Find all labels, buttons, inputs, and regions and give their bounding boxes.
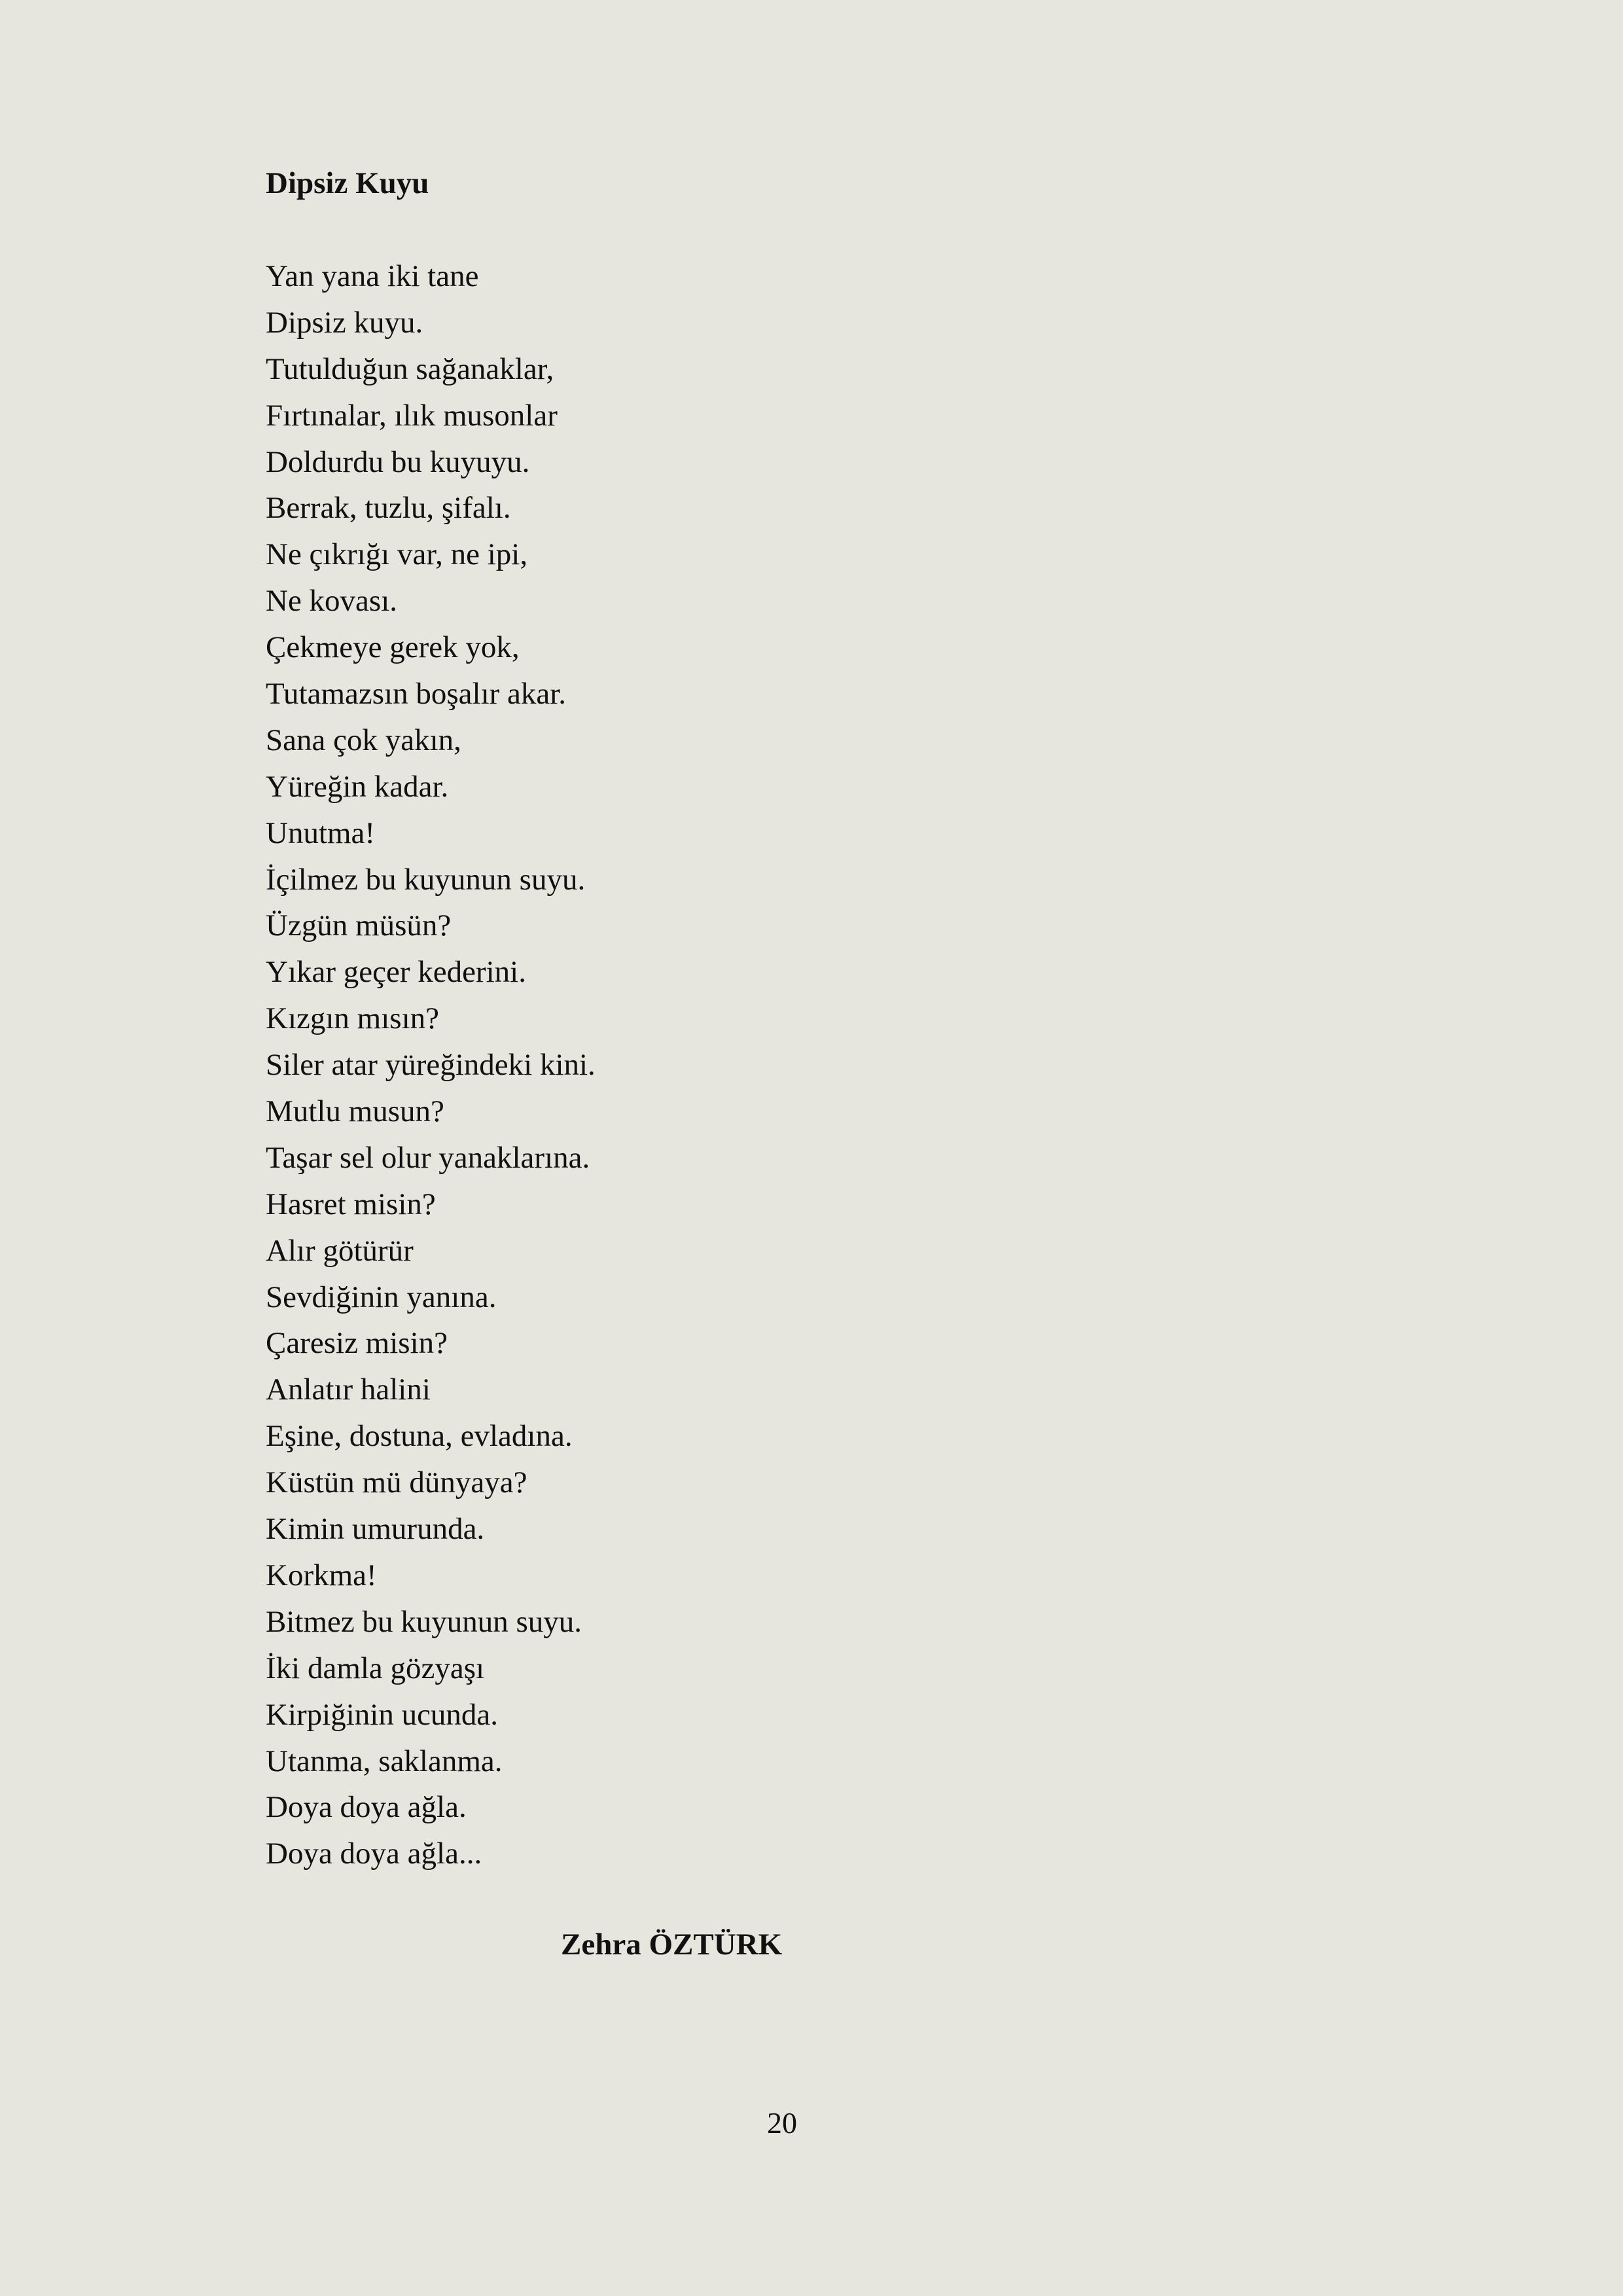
poem-line: Doya doya ağla. — [266, 1790, 467, 1825]
poem-line: Sevdiğinin yanına. — [266, 1280, 497, 1314]
poem-line: Kızgın mısın? — [266, 1001, 439, 1036]
poem-line: Korkma! — [266, 1558, 377, 1592]
poem-line: Kimin umurunda. — [266, 1512, 485, 1547]
poem-line: Çaresiz misin? — [266, 1326, 448, 1361]
poem-line: Küstün mü dünyaya? — [266, 1465, 527, 1500]
poem-line: Fırtınalar, ılık musonlar — [266, 398, 558, 433]
poem-line: Alır götürür — [266, 1233, 414, 1268]
page-number: 20 — [767, 2106, 797, 2140]
poem-line: Yüreğin kadar. — [266, 769, 449, 804]
poem-line: Taşar sel olur yanaklarına. — [266, 1140, 590, 1175]
poem-line: Berrak, tuzlu, şifalı. — [266, 491, 511, 526]
poem-line: Utanma, saklanma. — [266, 1744, 503, 1778]
poem-line: Doya doya ağla... — [266, 1837, 482, 1871]
poem-line: Anlatır halini — [266, 1372, 431, 1407]
poem-line: İki damla gözyaşı — [266, 1651, 485, 1685]
poem-line: Ne kovası. — [266, 584, 398, 619]
poem-line: Bitmez bu kuyunun suyu. — [266, 1604, 582, 1639]
poem-line: Hasret misin? — [266, 1187, 436, 1221]
poem-line: Ne çıkrığı var, ne ipi, — [266, 537, 528, 572]
poem-line: Çekmeye gerek yok, — [266, 630, 520, 665]
poem-line: Siler atar yüreğindeki kini. — [266, 1048, 596, 1083]
poem-line: Mutlu musun? — [266, 1094, 444, 1129]
poem-line: Doldurdu bu kuyuyu. — [266, 444, 530, 479]
poem-line: Üzgün müsün? — [266, 908, 452, 943]
poem-line: İçilmez bu kuyunun suyu. — [266, 862, 586, 897]
author-name: Zehra ÖZTÜRK — [561, 1928, 783, 1962]
poem-line: Yan yana iki tane — [266, 259, 479, 293]
poem-line: Yıkar geçer kederini. — [266, 955, 526, 990]
poem-line: Tutulduğun sağanaklar, — [266, 351, 554, 386]
poem-title: Dipsiz Kuyu — [266, 166, 429, 200]
poem-body — [266, 253, 596, 1877]
poem-line: Eşine, dostuna, evladına. — [266, 1419, 573, 1454]
poem-line: Unutma! — [266, 816, 376, 850]
poem-line: Kirpiğinin ucunda. — [266, 1697, 499, 1732]
poem-line: Dipsiz kuyu. — [266, 305, 423, 340]
poem-line: Tutamazsın boşalır akar. — [266, 677, 567, 711]
poem-line: Sana çok yakın, — [266, 723, 461, 757]
